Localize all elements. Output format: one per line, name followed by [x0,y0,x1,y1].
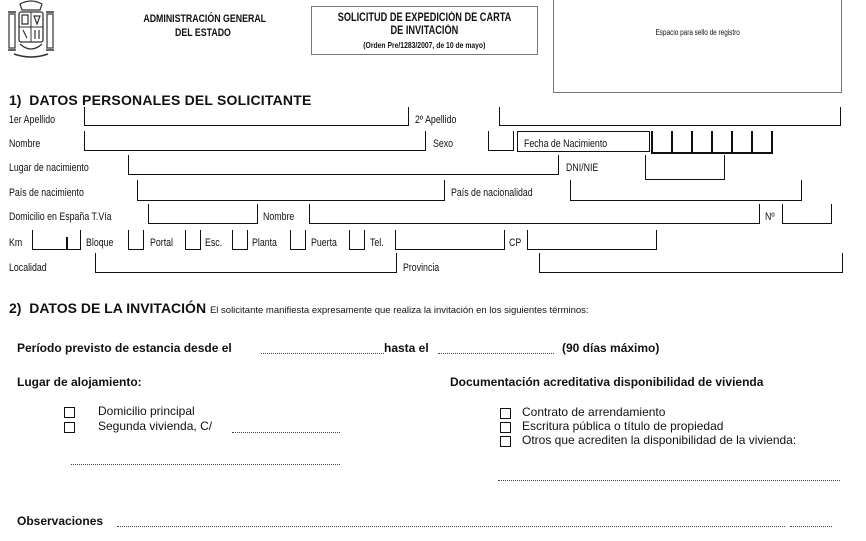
label-bloque: Bloque [86,237,114,249]
label-nombre: Nombre [9,138,41,150]
apellido2-field[interactable] [499,107,841,126]
stamp-label: Espacio para sello de registro [655,28,740,37]
label-domicilio-principal: Domicilio principal [98,404,195,418]
alojamiento-title: Lugar de alojamiento: [17,375,142,389]
observaciones-field-end[interactable] [790,526,832,527]
km-divider [66,237,68,250]
pais-nacimiento-field[interactable] [137,180,445,201]
bloque-field[interactable] [128,230,144,250]
label-portal: Portal [150,237,173,249]
sexo-field[interactable] [488,131,514,151]
label-escritura-publica: Escritura pública o título de propiedad [522,419,724,433]
checkbox-segunda-vivienda[interactable] [64,422,75,433]
section-1-title: DATOS PERSONALES DEL SOLICITANTE [29,92,312,108]
label-domicilio-nombre: Nombre [263,211,295,223]
issuer-name: ADMINISTRACIÓN GENERAL [143,13,267,25]
section-2-number: 2) [9,300,22,316]
label-periodo-maximo: (90 días máximo) [562,341,660,355]
label-contrato-arrendamiento: Contrato de arrendamiento [522,405,666,419]
label-apellido1: 1er Apellido [9,114,55,126]
tipo-via-field[interactable] [148,204,258,224]
coat-of-arms-icon [6,0,56,62]
section-2-heading [9,300,589,316]
puerta-field[interactable] [349,230,365,250]
label-localidad: Localidad [9,262,47,274]
label-segunda-vivienda: Segunda vivienda, C/ [98,419,213,433]
documentacion-title: Documentación acreditativa disponibilidad de vivienda [450,375,764,389]
planta-field[interactable] [290,230,306,250]
checkbox-otros[interactable] [500,436,511,447]
fecha-nacimiento-field[interactable] [651,131,772,154]
nombre-field[interactable] [84,131,426,151]
label-periodo-hasta: hasta el [384,341,429,355]
label-planta: Planta [252,237,277,249]
label-domicilio-tvia: Domicilio en España T.Vía [9,211,112,223]
numero-field[interactable] [782,204,832,224]
section-1-number: 1) [9,92,22,108]
cp-field[interactable] [527,230,657,250]
nombre-via-field[interactable] [309,204,760,224]
localidad-field[interactable] [95,253,397,273]
label-cp: CP [509,237,522,249]
observaciones-field[interactable] [117,526,785,527]
label-sexo: Sexo [433,138,454,150]
dni-nie-field[interactable] [645,155,725,180]
apellido1-field[interactable] [84,107,409,126]
form-title: SOLICITUD DE EXPEDICIÓN DE CARTA [337,12,512,24]
segunda-vivienda-linea2-field[interactable] [71,464,340,465]
label-pais-nacionalidad: País de nacionalidad [451,187,533,199]
lugar-nacimiento-field[interactable] [128,155,559,175]
section-2-title: DATOS DE LA INVITACIÓN [29,300,207,316]
checkbox-escritura-publica[interactable] [500,422,511,433]
label-puerta: Puerta [311,237,337,249]
provincia-field[interactable] [539,253,843,273]
form-title-line2: DE INVITACIÓN [390,25,459,37]
fecha-hasta-field[interactable] [438,353,554,354]
checkbox-domicilio-principal[interactable] [64,407,75,418]
label-lugar-nacimiento: Lugar de nacimiento [9,162,89,174]
label-periodo-desde: Período previsto de estancia desde el [17,341,232,355]
label-tel: Tel. [370,237,384,249]
label-apellido2: 2º Apellido [415,114,457,126]
fecha-desde-field[interactable] [261,353,384,354]
esc-field[interactable] [232,230,248,250]
label-observaciones: Observaciones [17,514,104,528]
km-field[interactable] [32,230,81,250]
telefono-field[interactable] [395,230,505,250]
portal-field[interactable] [185,230,201,250]
label-km: Km [9,237,23,249]
form-regulation: (Orden Pre/1283/2007, de 10 de mayo) [363,40,486,50]
segunda-vivienda-calle-field[interactable] [232,432,340,433]
otros-detalle-field[interactable] [498,480,840,481]
label-fecha-nacimiento: Fecha de Nacimiento [524,138,608,150]
label-pais-nacimiento: País de nacimiento [9,187,84,199]
label-provincia: Provincia [403,262,440,274]
label-otros: Otros que acrediten la disponibilidad de la vivienda: [522,433,797,447]
label-esc: Esc. [205,237,223,249]
pais-nacionalidad-field[interactable] [570,180,802,201]
label-dni-nie: DNI/NIE [566,162,599,174]
label-numero: Nº [765,211,775,223]
checkbox-contrato-arrendamiento[interactable] [500,408,511,419]
section-1-heading [9,92,312,108]
section-2-subtitle: El solicitante manifiesta expresamente que realiza la invitación en los siguientes términos: [209,305,589,316]
issuer-name-line2: DEL ESTADO [175,27,231,39]
registration-stamp-box [553,0,842,93]
